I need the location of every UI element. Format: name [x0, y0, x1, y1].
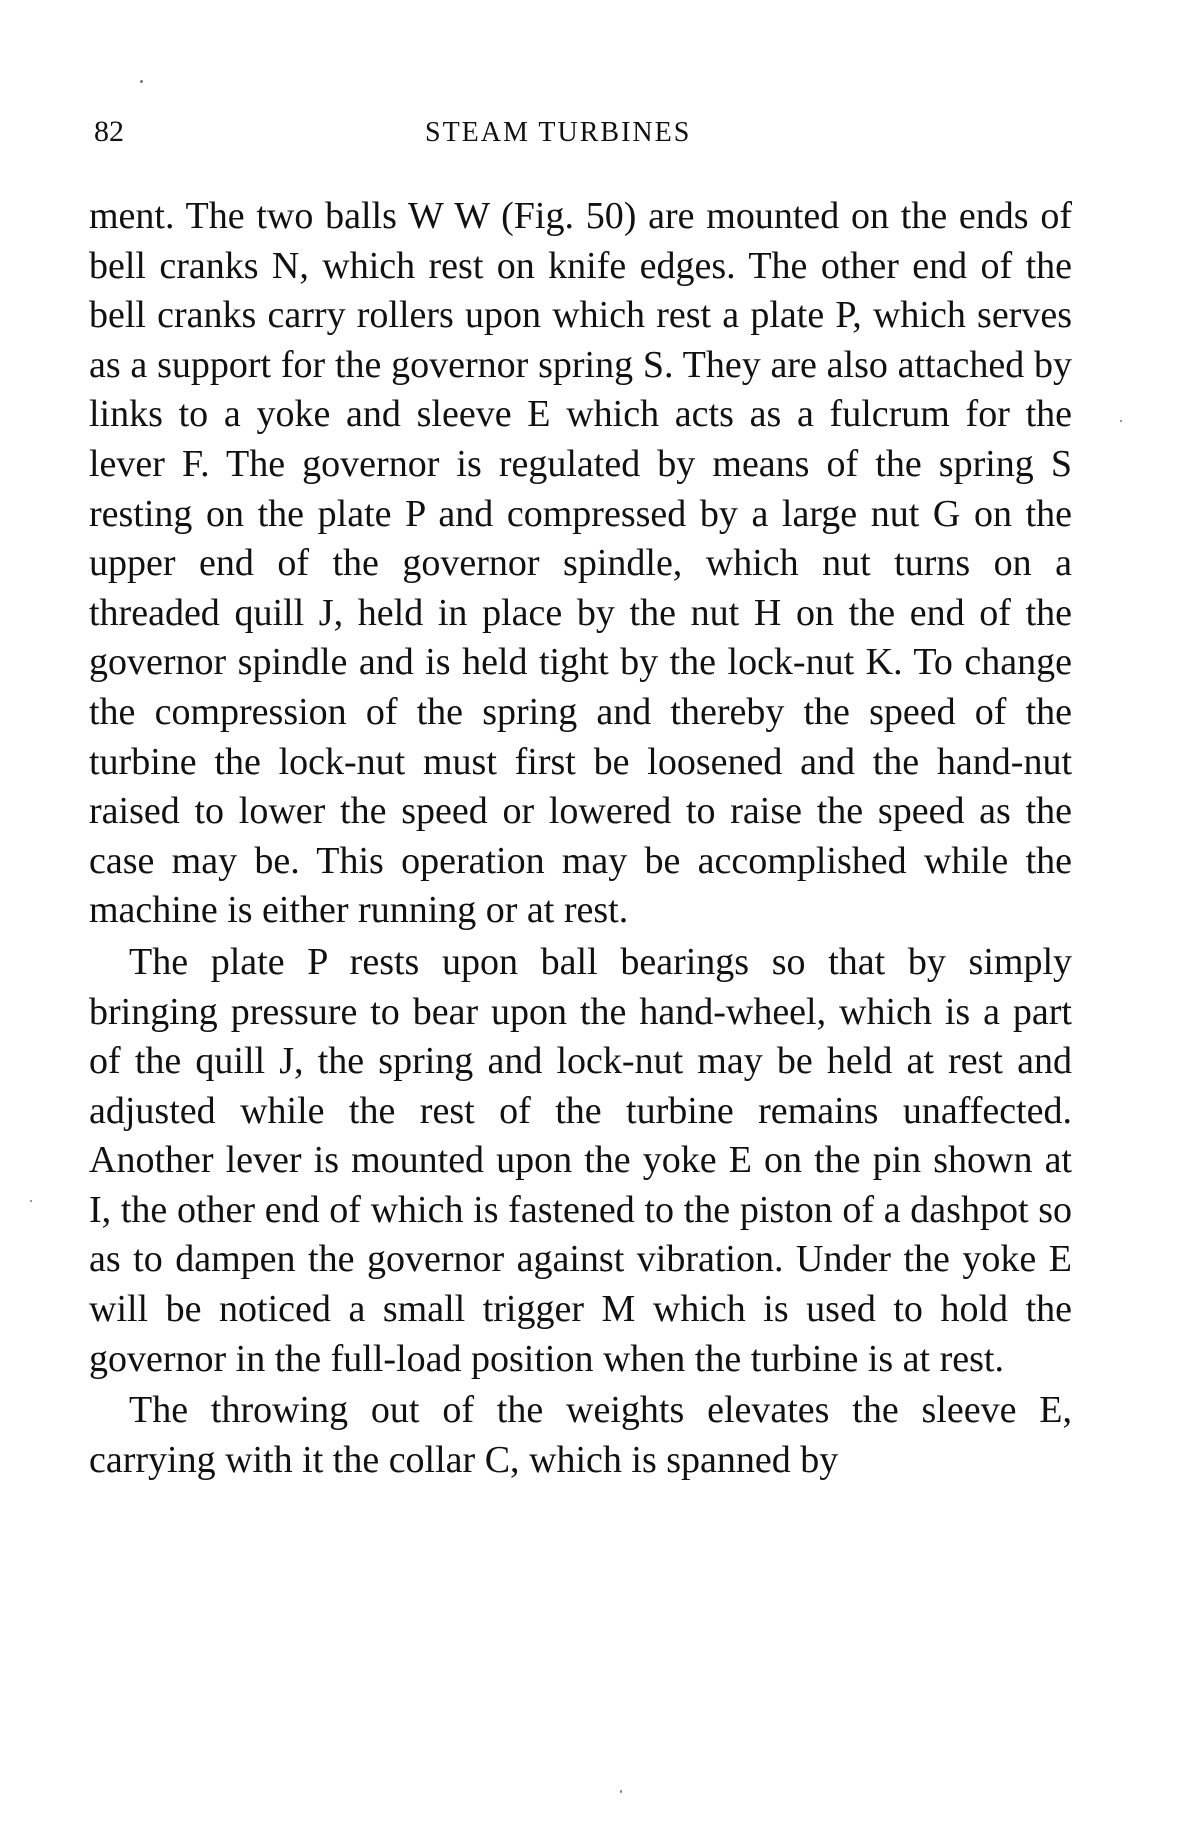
page-number: 82: [94, 115, 124, 148]
scan-speck: [140, 80, 143, 83]
scan-speck: [1120, 420, 1122, 422]
scan-speck: [30, 1200, 32, 1202]
body-text: [89, 192, 1072, 1485]
running-head: STEAM TURBINES: [425, 117, 692, 148]
paragraph-1: ment. The two balls W W (Fig. 50) are mounted on the ends of bell cranks N, which rest on knife edges. The other end of the bell cranks carry rollers upon which rest a plate P, which serves as a support for the governor spring S. They are also attached by links to a yoke and sleeve E which acts as a fulcrum for the lever F. The governor is regulated by means of the spring S resting on the plate P and compressed by a large nut G on the upper end of the governor spindle, which nut turns on a threaded quill J, held in place by the nut H on the end of the governor spindle and is held tight by the lock-nut K. To change the compression of the spring and thereby the speed of the turbine the lock-nut must first be loosened and the hand-nut raised to lower the speed or lowered to raise the speed as the case may be. This operation may be accomplished while the machine is either running or at rest.: [89, 195, 1072, 932]
paragraph-2: The plate P rests upon ball bearings so that by simply bringing pressure to bear upon the hand-wheel, which is a part of the quill J, the spring and lock-nut may be held at rest and adjusted while the rest of the turbine remains unaffected. Another lever is mounted upon the yoke E on the pin shown at I, the other end of which is fastened to the piston of a dashpot so as to dampen the governor against vibration. Under the yoke E will be noticed a small trigger M which is used to hold the governor in the full-load position when the turbine is at rest.: [89, 940, 1072, 1380]
paragraph-3: The throwing out of the weights elevates the sleeve E, carrying with it the collar C, which is spanned by: [89, 1389, 1072, 1481]
scan-speck: [620, 1790, 622, 1793]
